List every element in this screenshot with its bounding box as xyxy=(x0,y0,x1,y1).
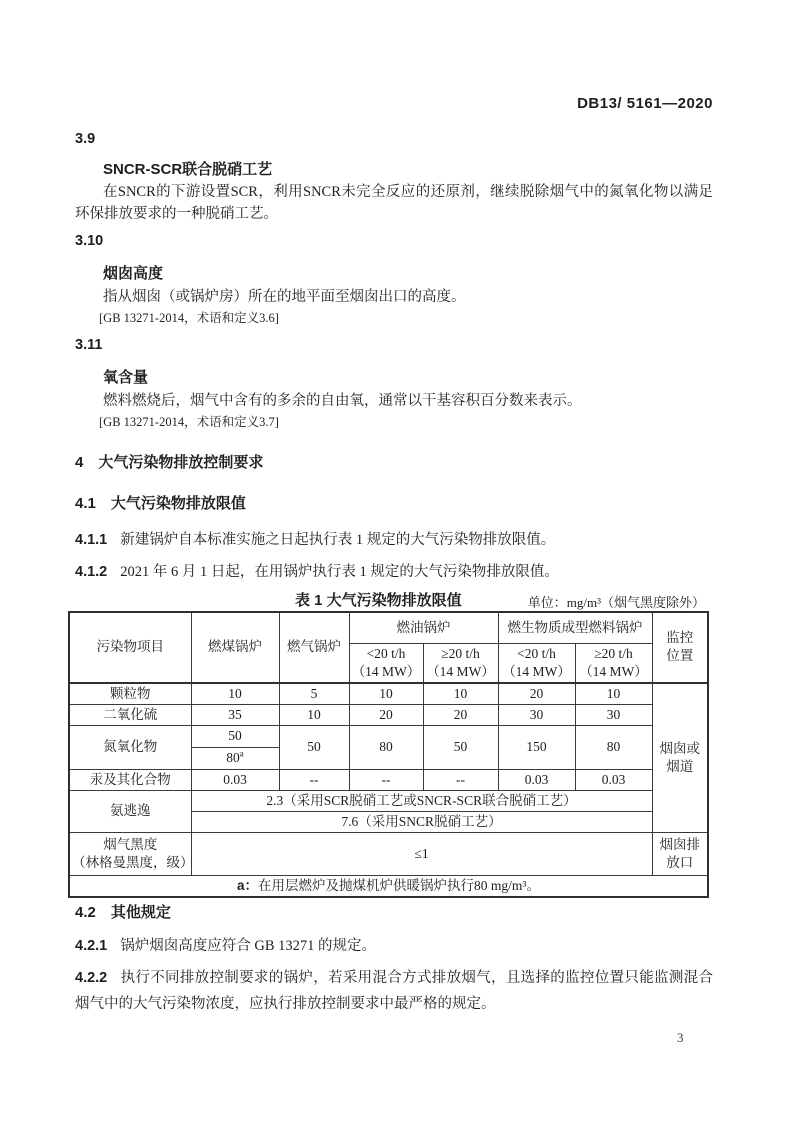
header-coal-boiler: 燃煤锅炉 xyxy=(191,612,279,683)
term-3-9-title: SNCR-SCR联合脱硝工艺 xyxy=(103,161,273,178)
cell: 10 xyxy=(349,683,423,705)
term-3-9-number: 3.9 xyxy=(75,131,96,147)
term-3-10-title: 烟囱高度 xyxy=(103,265,164,282)
section-4-2-number: 4.2 xyxy=(75,904,96,921)
table-row-nox-new xyxy=(69,725,708,747)
cell: -- xyxy=(349,769,423,790)
header-monitor-position xyxy=(652,612,708,683)
section-4-number: 4 xyxy=(75,454,84,471)
cell-ammonia-scr: 2.3（采用SCR脱硝工艺或SNCR-SCR联合脱硝工艺） xyxy=(191,790,652,811)
cell: 80 xyxy=(349,725,423,769)
clause-4-1-1-text: 新建锅炉自本标准实施之日起执行表 1 规定的大气污染物排放限值。 xyxy=(120,532,556,548)
doc-code: DB13/ 5161—2020 xyxy=(577,95,713,112)
cell: 20 xyxy=(423,704,498,725)
cell: 0.03 xyxy=(575,769,652,790)
cell: -- xyxy=(423,769,498,790)
table-row-mercury xyxy=(69,769,708,790)
cell-ammonia-sncr: 7.6（采用SNCR脱硝工艺） xyxy=(191,811,652,832)
section-4-2-heading xyxy=(75,901,713,922)
section-4-1-number: 4.1 xyxy=(75,495,96,512)
clause-4-1-1 xyxy=(75,527,713,553)
cell: 5 xyxy=(279,683,349,705)
subhead-capacity: <20 t/h xyxy=(517,645,556,661)
section-4-1-title: 大气污染物排放限值 xyxy=(110,495,246,512)
emission-limits-table xyxy=(68,611,709,898)
header-pollutant: 污染物项目 xyxy=(69,612,191,683)
clause-4-2-2-text: 执行不同排放控制要求的锅炉，若采用混合方式排放烟气，且选择的监控位置只能监测混合烟气中的大气污染物浓度，应执行排放控制要求中最严格的规定。 xyxy=(75,970,713,1012)
table-header-row-1 xyxy=(69,612,708,643)
cell: 10 xyxy=(279,704,349,725)
header-monitor-line2: 位置 xyxy=(666,648,694,664)
page-number: 3 xyxy=(677,1030,684,1045)
footnote-marker: a xyxy=(239,748,244,759)
blackness-label-line1: 烟气黑度 xyxy=(103,836,158,852)
header-gas-boiler: 燃气锅炉 xyxy=(279,612,349,683)
table-row-blackness xyxy=(69,832,708,875)
cell: 35 xyxy=(191,704,279,725)
term-3-11-title: 氧含量 xyxy=(103,369,149,386)
term-3-10-source: [GB 13271-2014，术语和定义3.6] xyxy=(99,311,279,325)
header-oil-boiler-group: 燃油锅炉 xyxy=(349,612,498,643)
cell: 10 xyxy=(575,683,652,705)
row-label: 氮氧化物 xyxy=(69,725,191,769)
clause-4-1-1-number: 4.1.1 xyxy=(75,532,108,548)
monitor-line2: 放口 xyxy=(666,854,694,870)
cell-monitor-stack-outlet xyxy=(652,832,708,875)
value: 80 xyxy=(226,750,240,765)
row-label: 汞及其化合物 xyxy=(69,769,191,790)
table-1-unit: 单位：mg/m³（烟气黑度除外） xyxy=(527,595,705,610)
cell-nox-coal-existing xyxy=(191,747,279,769)
cell: 30 xyxy=(498,704,575,725)
subhead-capacity: ≥20 t/h xyxy=(594,645,633,661)
section-4-title: 大气污染物排放控制要求 xyxy=(98,454,264,471)
table-footnote-row xyxy=(69,875,708,897)
monitor-line1: 烟囱或 xyxy=(659,740,700,756)
header-monitor-line1: 监控 xyxy=(666,630,694,646)
term-3-11-number: 3.11 xyxy=(75,337,103,353)
subhead-capacity: <20 t/h xyxy=(366,645,406,661)
cell-monitor-stack-or-duct xyxy=(652,683,708,833)
row-label xyxy=(69,832,194,875)
row-label: 二氧化硫 xyxy=(69,704,191,725)
cell: 30 xyxy=(575,704,652,725)
subhead-mw: （14 MW） xyxy=(351,663,421,679)
cell-nox-coal-new: 50 xyxy=(191,725,279,747)
subhead-capacity: ≥20 t/h xyxy=(441,645,480,661)
header-oil-ge20 xyxy=(423,643,498,683)
cell: 20 xyxy=(349,704,423,725)
subhead-mw: （14 MW） xyxy=(426,663,495,679)
cell: 20 xyxy=(498,683,575,705)
subhead-mw: （14 MW） xyxy=(579,663,648,679)
term-3-11-source: [GB 13271-2014，术语和定义3.7] xyxy=(99,415,279,429)
footnote-label: a： xyxy=(237,877,259,893)
cell: 0.03 xyxy=(191,769,279,790)
row-label: 颗粒物 xyxy=(69,683,191,705)
footnote-text: 在用层燃炉及抛煤机炉供暖锅炉执行80 mg/m³。 xyxy=(258,877,540,893)
blackness-label-line2: （林格曼黑度，级） xyxy=(72,854,194,870)
term-3-10-number: 3.10 xyxy=(75,233,104,249)
term-3-9-definition: 在SNCR的下游设置SCR，利用SNCR未完全反应的还原剂，继续脱除烟气中的氮氧化物以满足环保排放要求的一种脱硝工艺。 xyxy=(75,184,713,222)
cell: 0.03 xyxy=(498,769,575,790)
header-biomass-lt20 xyxy=(498,643,575,683)
cell: -- xyxy=(279,769,349,790)
clause-4-2-2-number: 4.2.2 xyxy=(75,970,108,986)
clause-4-2-1-number: 4.2.1 xyxy=(75,938,108,954)
cell: 50 xyxy=(279,725,349,769)
clause-4-1-2-number: 4.1.2 xyxy=(75,564,108,580)
section-4-heading xyxy=(75,451,713,472)
clause-4-1-2-text: 2021 年 6 月 1 日起，在用锅炉执行表 1 规定的大气污染物排放限值。 xyxy=(120,564,559,580)
header-biomass-ge20 xyxy=(575,643,652,683)
clause-4-2-2 xyxy=(75,965,713,1017)
monitor-line1: 烟囱排 xyxy=(659,836,700,852)
section-4-1-heading xyxy=(75,492,713,513)
table-row-ammonia-scr xyxy=(69,790,708,811)
cell: 10 xyxy=(191,683,279,705)
table-1-caption: 表 1 大气污染物排放限值 xyxy=(295,592,462,609)
cell: 50 xyxy=(423,725,498,769)
term-3-10-definition: 指从烟囱（或锅炉房）所在的地平面至烟囱出口的高度。 xyxy=(103,289,466,305)
term-3-11-definition: 燃料燃烧后，烟气中含有的多余的自由氧，通常以干基容积百分数来表示。 xyxy=(103,393,582,409)
cell-blackness-limit: ≤1 xyxy=(191,832,652,875)
table-row-particulate xyxy=(69,683,708,705)
cell: 80 xyxy=(575,725,652,769)
row-label: 氨逃逸 xyxy=(69,790,191,832)
table-footnote xyxy=(69,875,708,897)
subhead-mw: （14 MW） xyxy=(502,663,571,679)
header-oil-lt20 xyxy=(349,643,423,683)
clause-4-1-2 xyxy=(75,559,713,585)
cell: 150 xyxy=(498,725,575,769)
monitor-line2: 烟道 xyxy=(666,758,694,774)
header-biomass-boiler-group: 燃生物质成型燃料锅炉 xyxy=(498,612,652,643)
clause-4-2-1 xyxy=(75,933,713,959)
section-4-2-title: 其他规定 xyxy=(110,904,171,921)
table-row-so2 xyxy=(69,704,708,725)
cell: 10 xyxy=(423,683,498,705)
clause-4-2-1-text: 锅炉烟囱高度应符合 GB 13271 的规定。 xyxy=(120,938,377,954)
